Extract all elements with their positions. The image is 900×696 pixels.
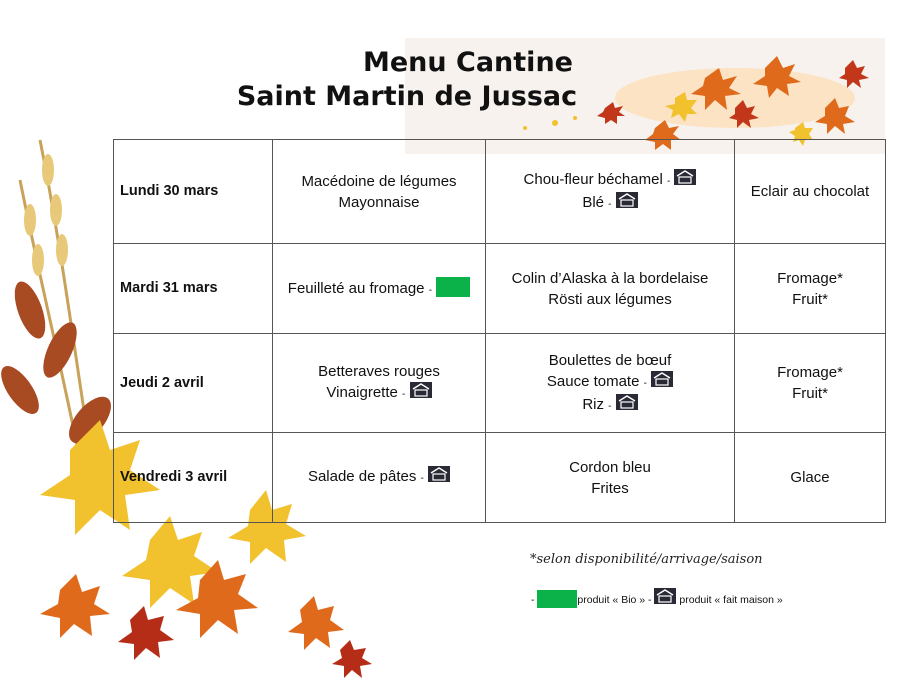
dish-label: Sauce tomate (546, 372, 640, 390)
table-row (114, 334, 886, 433)
day-cell: Mardi 31 mars (114, 244, 273, 334)
dish-label: Blé (582, 193, 604, 211)
main-cell (486, 244, 735, 334)
house-icon (616, 394, 638, 410)
separator-dash: - (643, 377, 647, 389)
separator-dash: - (402, 389, 406, 400)
separator-dash: - (608, 400, 612, 412)
table-row (114, 140, 886, 244)
menu-table (113, 139, 886, 523)
house-icon (410, 382, 432, 398)
dish-label: Mayonnaise (338, 193, 420, 211)
title-line-1: Menu Cantine (363, 47, 573, 78)
bio-icon (436, 277, 470, 297)
dish-label: Glace (790, 469, 830, 486)
day-cell: Vendredi 3 avril (114, 433, 273, 523)
dish-label: Eclair au chocolat (750, 183, 870, 200)
table-row (114, 433, 886, 523)
separator-dash: - (608, 198, 612, 210)
dish-label: Fruit* (792, 385, 828, 402)
dish-label: Fromage* (777, 269, 843, 287)
separator-dash: - (428, 284, 433, 296)
dessert-cell (735, 140, 886, 244)
dish-label: Fromage* (777, 364, 843, 381)
dish-label: Chou-fleur béchamel (523, 170, 663, 188)
page-title (0, 46, 900, 114)
legend (531, 588, 783, 608)
dish-label: Riz (582, 395, 604, 413)
day-cell: Jeudi 2 avril (114, 334, 273, 433)
dish-label: Vinaigrette (326, 384, 398, 401)
dish-label: Macédoine de légumes (301, 172, 457, 190)
house-icon (674, 169, 696, 185)
house-icon (654, 588, 676, 604)
dish-label: Fruit* (792, 290, 828, 308)
bio-icon (537, 590, 577, 608)
main-cell (486, 334, 735, 433)
title-line-2: Saint Martin de Jussac (236, 81, 578, 112)
separator-dash: - (666, 175, 671, 187)
house-icon (616, 192, 638, 208)
legend-dash: - (531, 594, 535, 606)
main-cell (486, 433, 735, 523)
dish-label: Colin d’Alaska à la bordelaise (511, 269, 709, 287)
dish-label: Rösti aux légumes (548, 290, 672, 308)
table-row (114, 244, 886, 334)
legend-house-label: produit « fait maison » (679, 594, 783, 606)
house-icon (428, 466, 450, 482)
dish-label: Boulettes de bœuf (548, 351, 672, 369)
dish-label: Betteraves rouges (318, 363, 440, 380)
day-cell: Lundi 30 mars (114, 140, 273, 244)
starter-cell (273, 433, 486, 523)
dish-label: Cordon bleu (569, 458, 651, 476)
main-cell (486, 140, 735, 244)
dessert-cell (735, 433, 886, 523)
separator-dash: - (420, 473, 424, 484)
dish-label: Feuilleté au fromage (287, 279, 425, 297)
starter-cell (273, 140, 486, 244)
dessert-cell (735, 334, 886, 433)
availability-note: *selon disponibilité/arrivage/saison (530, 552, 763, 567)
starter-cell (273, 244, 486, 334)
dish-label: Frites (591, 479, 629, 497)
dessert-cell (735, 244, 886, 334)
dish-label: Salade de pâtes (307, 468, 417, 485)
house-icon (651, 371, 673, 387)
starter-cell (273, 334, 486, 433)
legend-bio-label: produit « Bio » - (577, 594, 652, 606)
